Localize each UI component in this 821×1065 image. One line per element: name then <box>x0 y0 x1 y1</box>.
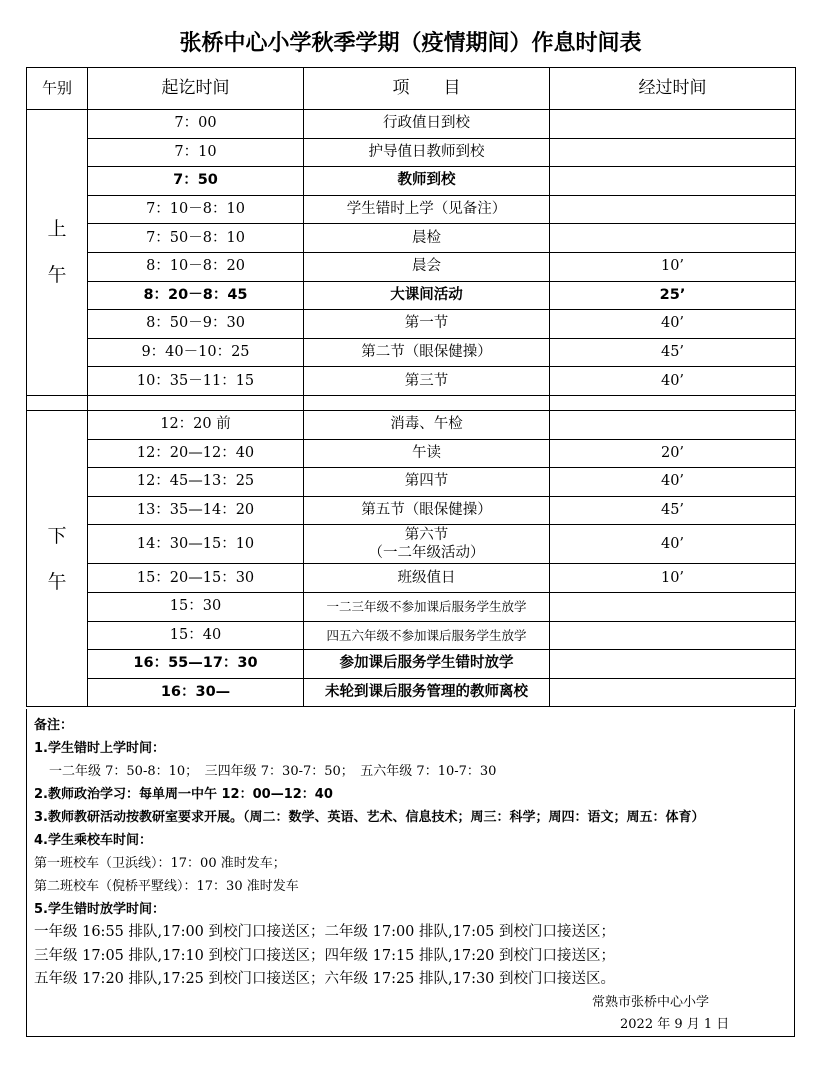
duration-cell <box>550 167 796 196</box>
spacer-cell <box>27 395 88 410</box>
spacer-cell <box>88 395 304 410</box>
table-row <box>27 281 796 310</box>
time-cell: 7：50 <box>88 167 304 196</box>
time-cell: 16：55—17：30 <box>88 650 304 679</box>
note-3: 3.教师教研活动按教研室要求开展。（周二：数学、英语、艺术、信息技术；周三：科学；周四：语文；周五：体育） <box>34 810 705 825</box>
time-cell: 15：20—15：30 <box>88 564 304 593</box>
time-cell: 7：10－8：10 <box>88 195 304 224</box>
item-cell: 未轮到课后服务管理的教师离校 <box>304 678 550 707</box>
spacer-row <box>27 395 796 410</box>
item-cell: 学生错时上学（见备注） <box>304 195 550 224</box>
time-cell: 12：45—13：25 <box>88 468 304 497</box>
spacer-cell <box>304 395 550 410</box>
duration-cell: 40’ <box>550 525 796 564</box>
item-cell: 参加课后服务学生错时放学 <box>304 650 550 679</box>
morning-label-2: 午 <box>47 264 67 287</box>
table-row <box>27 621 796 650</box>
duration-cell <box>550 678 796 707</box>
duration-cell <box>550 410 796 439</box>
duration-cell: 45’ <box>550 338 796 367</box>
item-cell: 行政值日到校 <box>304 110 550 139</box>
item-cell: 午读 <box>304 439 550 468</box>
table-row <box>27 410 796 439</box>
item-cell: 消毒、午检 <box>304 410 550 439</box>
note-4-line-1: 第一班校车（卫浜线）：17：00 准时发车； <box>34 856 286 871</box>
item-line-1: 第六节 <box>404 527 449 544</box>
duration-cell: 45’ <box>550 496 796 525</box>
table-row <box>27 195 796 224</box>
duration-cell: 10’ <box>550 564 796 593</box>
time-cell: 12：20 前 <box>88 410 304 439</box>
time-cell: 7：00 <box>88 110 304 139</box>
time-cell: 15：40 <box>88 621 304 650</box>
header-period: 午别 <box>27 68 88 110</box>
table-row <box>27 110 796 139</box>
duration-cell: 40’ <box>550 468 796 497</box>
table-row <box>27 468 796 497</box>
item-cell: 大课间活动 <box>304 281 550 310</box>
time-cell: 7：50－8：10 <box>88 224 304 253</box>
time-cell: 12：20—12：40 <box>88 439 304 468</box>
table-row <box>27 439 796 468</box>
item-cell: 第一节 <box>304 310 550 339</box>
time-cell: 8：20－8：45 <box>88 281 304 310</box>
duration-cell <box>550 592 796 621</box>
duration-cell: 40’ <box>550 367 796 396</box>
time-cell: 10：35－11：15 <box>88 367 304 396</box>
item-cell: 教师到校 <box>304 167 550 196</box>
header-duration: 经过时间 <box>550 68 796 110</box>
morning-label <box>27 110 88 396</box>
item-line-2: （一二年级活动） <box>368 545 485 562</box>
table-row <box>27 678 796 707</box>
note-5-title: 5.学生错时放学时间： <box>34 902 165 917</box>
note-5-line-1: 一年级 16:55 排队,17:00 到校门口接送区；二年级 17:00 排队,17:05 到校门口接送区； <box>34 924 616 940</box>
item-cell: 四五六年级不参加课后服务学生放学 <box>304 621 550 650</box>
table-row <box>27 310 796 339</box>
time-cell: 9：40－10：25 <box>88 338 304 367</box>
table-row <box>27 525 796 564</box>
header-row <box>27 68 796 110</box>
time-cell: 13：35—14：20 <box>88 496 304 525</box>
item-cell <box>304 525 550 564</box>
note-1-body: 一二年级 7：50-8：10； 三四年级 7：30-7：50； 五六年级 7：10-7：30 <box>49 764 497 779</box>
duration-cell: 40’ <box>550 310 796 339</box>
afternoon-label-2: 午 <box>47 570 67 593</box>
duration-cell: 20’ <box>550 439 796 468</box>
duration-cell <box>550 650 796 679</box>
table-row <box>27 224 796 253</box>
spacer-cell <box>550 395 796 410</box>
item-cell: 一二三年级不参加课后服务学生放学 <box>304 592 550 621</box>
item-cell: 晨检 <box>304 224 550 253</box>
table-row <box>27 167 796 196</box>
note-1-title: 1.学生错时上学时间： <box>34 741 165 756</box>
table-row <box>27 367 796 396</box>
item-cell: 班级值日 <box>304 564 550 593</box>
page-title: 张桥中心小学秋季学期（疫情期间）作息时间表 <box>179 31 642 56</box>
note-5-line-2: 三年级 17:05 排队,17:10 到校门口接送区；四年级 17:15 排队,17:20 到校门口接送区； <box>34 947 616 964</box>
notes-section <box>26 709 795 1037</box>
time-cell: 7：10 <box>88 138 304 167</box>
item-cell: 第三节 <box>304 367 550 396</box>
table-row <box>27 496 796 525</box>
duration-cell <box>550 110 796 139</box>
duration-cell: 25’ <box>550 281 796 310</box>
note-4-title: 4.学生乘校车时间： <box>34 833 152 848</box>
time-cell: 8：10－8：20 <box>88 252 304 281</box>
table-row <box>27 592 796 621</box>
morning-label-1: 上 <box>47 218 67 241</box>
duration-cell: 10’ <box>550 252 796 281</box>
time-cell: 16：30— <box>88 678 304 707</box>
duration-cell <box>550 224 796 253</box>
note-2: 2.教师政治学习：每单周一中午 12：00—12：40 <box>34 787 333 802</box>
table-row <box>27 650 796 679</box>
note-5-line-3: 五年级 17:20 排队,17:25 到校门口接送区；六年级 17:25 排队,17:30 到校门口接送区。 <box>34 971 616 987</box>
time-cell: 14：30—15：10 <box>88 525 304 564</box>
schedule-table <box>26 67 796 707</box>
signature-date: 2022 年 9 月 1 日 <box>620 1017 730 1032</box>
time-cell: 15：30 <box>88 592 304 621</box>
signature-org: 常熟市张桥中心小学 <box>592 995 710 1010</box>
afternoon-label-1: 下 <box>47 524 67 547</box>
duration-cell <box>550 138 796 167</box>
header-time: 起讫时间 <box>88 68 304 110</box>
table-row <box>27 338 796 367</box>
time-cell: 8：50－9：30 <box>88 310 304 339</box>
table-row <box>27 138 796 167</box>
item-cell: 护导值日教师到校 <box>304 138 550 167</box>
afternoon-label <box>27 410 88 706</box>
item-cell: 第二节（眼保健操） <box>304 338 550 367</box>
table-row <box>27 252 796 281</box>
item-cell: 第五节（眼保健操） <box>304 496 550 525</box>
note-4-line-2: 第二班校车（倪桥平墅线）：17：30 准时发车 <box>34 879 299 894</box>
table-row <box>27 564 796 593</box>
item-cell: 晨会 <box>304 252 550 281</box>
notes-heading: 备注： <box>34 718 74 733</box>
duration-cell <box>550 621 796 650</box>
header-item: 项 目 <box>304 68 550 110</box>
item-cell: 第四节 <box>304 468 550 497</box>
duration-cell <box>550 195 796 224</box>
